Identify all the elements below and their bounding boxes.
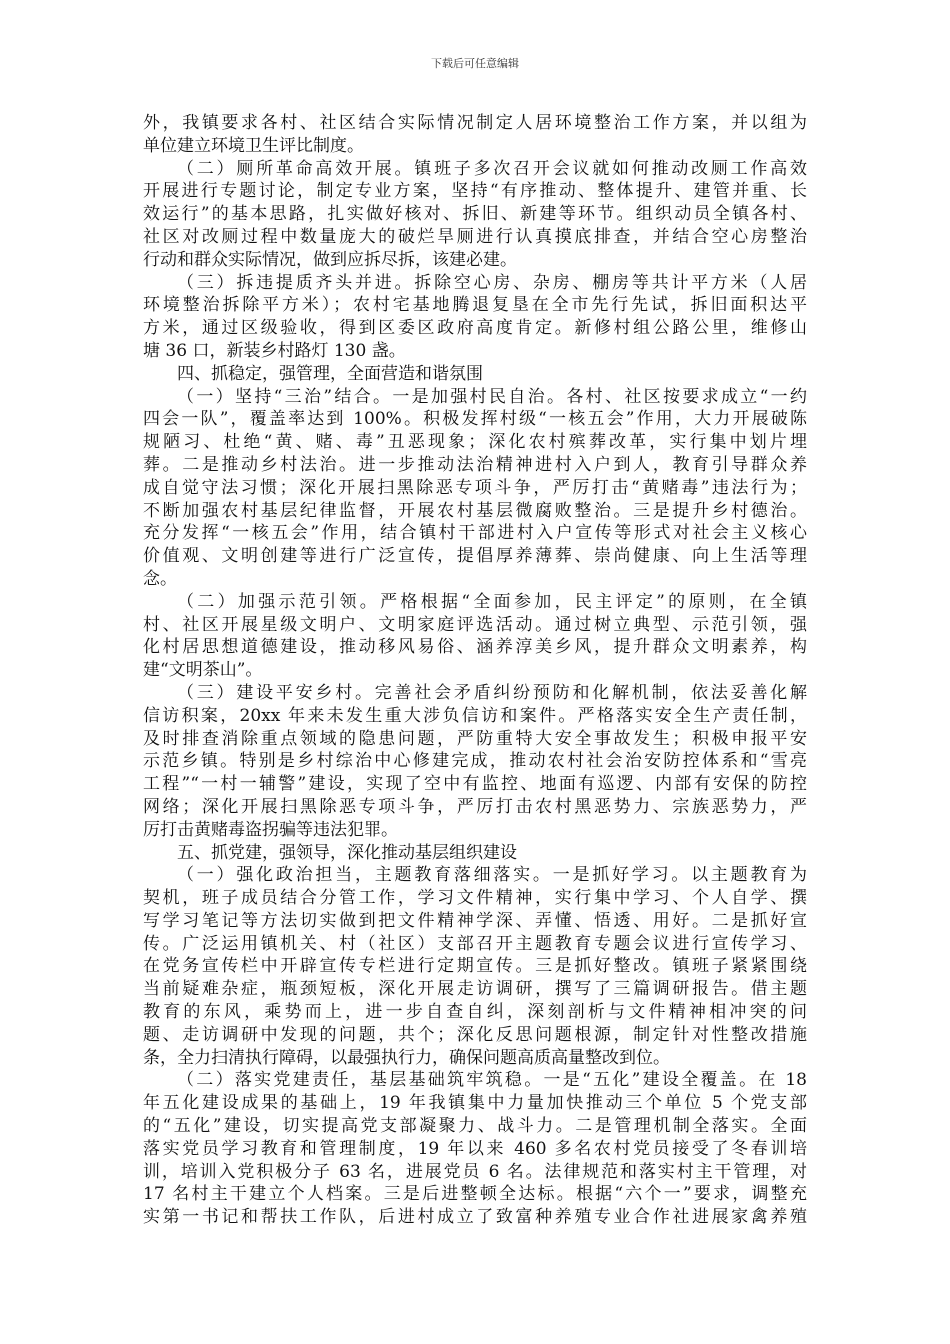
text-line: 单位建立环境卫生评比制度。 (143, 135, 364, 156)
text-line: 网络；深化开展扫黑除恶专项斗争，严厉打击农村黑恶势力、宗族恶势力，严 (143, 796, 807, 817)
text-line: 在党务宣传栏中开辟宣传专栏进行定期宣传。三是抓好整改。镇班子紧紧围绕 (143, 956, 807, 977)
text-line: 外，我镇要求各村、社区结合实际情况制定人居环境整治工作方案，并以组为 (143, 113, 807, 133)
text-line: 社区对改厕过程中数量庞大的破烂旱厕进行认真摸底排查，并结合空心房整治 (143, 226, 807, 247)
text-line: 训，培训入党积极分子 63 名，进展党员 6 名。法律规范和落实村主干管理，对 (143, 1161, 807, 1182)
document-body (143, 112, 807, 1229)
text-line: 价值观、文明创建等进行广泛宣传，提倡厚养薄葬、崇尚健康、向上生活等理 (143, 546, 807, 567)
text-line: 契机，班子成员结合分管工作，学习文件精神，实行集中学习、个人自学、撰 (143, 888, 807, 909)
text-line: 四、抓稳定，强管理，全面营造和谐氛围 (177, 363, 483, 384)
text-line: 四会一队”，覆盖率达到 100%。积极发挥村级“一核五会”作用，大力开展破陈 (143, 409, 807, 430)
text-line: 化村居思想道德建设，推动移风易俗、涵养淳美乡风，提升群众文明素养，构 (143, 637, 807, 658)
text-line: 行动和群众实际情况，做到应拆尽拆，该建必建。 (143, 249, 517, 270)
text-line: 成自觉守法习惯；深化开展扫黑除恶专项斗争，严厉打击“黄赌毒”违法行为； (143, 477, 807, 498)
text-line: 教育的东风，乘势而上，进一步自查自纠，深刻剖析与文件精神相冲突的问 (143, 1002, 807, 1023)
text-line: 写学习笔记等方法切实做到把文件精神学深、弄懂、悟透、用好。二是抓好宣 (143, 910, 807, 931)
text-line: 五、抓党建，强领导，深化推动基层组织建设 (177, 842, 517, 863)
text-line: 及时排查消除重点领域的隐患问题，严防重特大安全事故发生；积极申报平安 (143, 728, 807, 749)
text-line: 环境整治拆除平方米）；农村宅基地腾退复垦在全市先行先试，拆旧面积达平 (143, 295, 807, 316)
text-line: 规陋习、杜绝“黄、赌、毒”丑恶现象；深化农村殡葬改革，实行集中划片埋 (143, 432, 807, 453)
text-line: 厉打击黄赌毒盗拐骗等违法犯罪。 (143, 819, 398, 840)
text-line: 年五化建设成果的基础上，19 年我镇集中力量加快推动三个单位 5 个党支部 (143, 1093, 807, 1114)
text-line: 念。 (143, 568, 177, 589)
text-line: 充分发挥“一核五会”作用，结合镇村干部进村入户宣传等形式对社会主义核心 (143, 523, 807, 544)
text-line: 落实党员学习教育和管理制度，19 年以来 460 多名农村党员接受了冬春训培 (143, 1138, 807, 1159)
text-line: 开展进行专题讨论，制定专业方案，坚持“有序推动、整体提升、建管并重、长 (143, 181, 807, 202)
text-line: 示范乡镇。特别是乡村综治中心修建完成，推动农村社会治安防控体系和“雪亮 (143, 751, 807, 772)
text-line: 工程”“一村一辅警”建设，实现了空中有监控、地面有巡逻、内部有安保的防控 (143, 774, 807, 795)
text-line: 题、走访调研中发现的问题，共个；深化反思问题根源，制定针对性整改措施 (143, 1024, 807, 1045)
text-line: 17 名村主干建立个人档案。三是后进整顿全达标。根据“六个一”要求，调整充 (143, 1184, 807, 1205)
text-line: （一）坚持“三治”结合。一是加强村民自治。各村、社区按要求成立“一约 (177, 386, 807, 407)
text-line: 方米，通过区级验收，得到区委区政府高度肯定。新修村组公路公里，维修山 (143, 318, 807, 339)
text-line: （三）建设平安乡村。完善社会矛盾纠纷预防和化解机制，依法妥善化解 (177, 682, 807, 703)
text-line: 葬。二是推动乡村法治。进一步推动法治精神进村入户到人，教育引导群众养 (143, 454, 807, 475)
text-line: 传。广泛运用镇机关、村（社区）支部召开主题教育专题会议进行宣传学习、 (143, 933, 807, 954)
text-line: 塘 36 口，新装乡村路灯 130 盏。 (143, 340, 406, 361)
text-line: （二）落实党建责任，基层基础筑牢筑稳。一是“五化”建设全覆盖。在 18 (177, 1070, 807, 1091)
text-line: 不断加强农村基层纪律监督，开展农村基层微腐败整治。三是提升乡村德治。 (143, 500, 807, 521)
text-line: 效运行”的基本思路，扎实做好核对、拆旧、新建等环节。组织动员全镇各村、 (143, 204, 807, 225)
text-line: 村、社区开展星级文明户、文明家庭评选活动。通过树立典型、示范引领，强 (143, 614, 807, 635)
text-line: （二）厕所革命高效开展。镇班子多次召开会议就如何推动改厕工作高效 (177, 158, 807, 179)
text-line: 当前疑难杂症，瓶颈短板，深化开展走访调研，撰写了三篇调研报告。借主题 (143, 979, 807, 1000)
text-line: （三）拆违提质齐头并进。拆除空心房、杂房、棚房等共计平方米（人居 (177, 272, 807, 293)
text-line: 实第一书记和帮扶工作队，后进村成立了致富种养殖专业合作社进展家禽养殖 (143, 1207, 807, 1228)
text-line: 建“文明茶山”。 (143, 660, 263, 681)
text-line: 的“五化”建设，切实提高党支部凝聚力、战斗力。二是管理机制全落实。全面 (143, 1116, 807, 1137)
text-line: 条，全力扫清执行障碍，以最强执行力，确保问题高质高量整改到位。 (143, 1047, 670, 1068)
text-line: （二）加强示范引领。严格根据“全面参加，民主评定”的原则，在全镇 (177, 591, 807, 612)
text-line: 信访积案，20xx 年来未发生重大涉负信访和案件。严格落实安全生产责任制， (143, 705, 807, 726)
text-line: （一）强化政治担当，主题教育落细落实。一是抓好学习。以主题教育为 (177, 865, 807, 886)
page-header: 下载后可任意编辑 (431, 57, 519, 70)
